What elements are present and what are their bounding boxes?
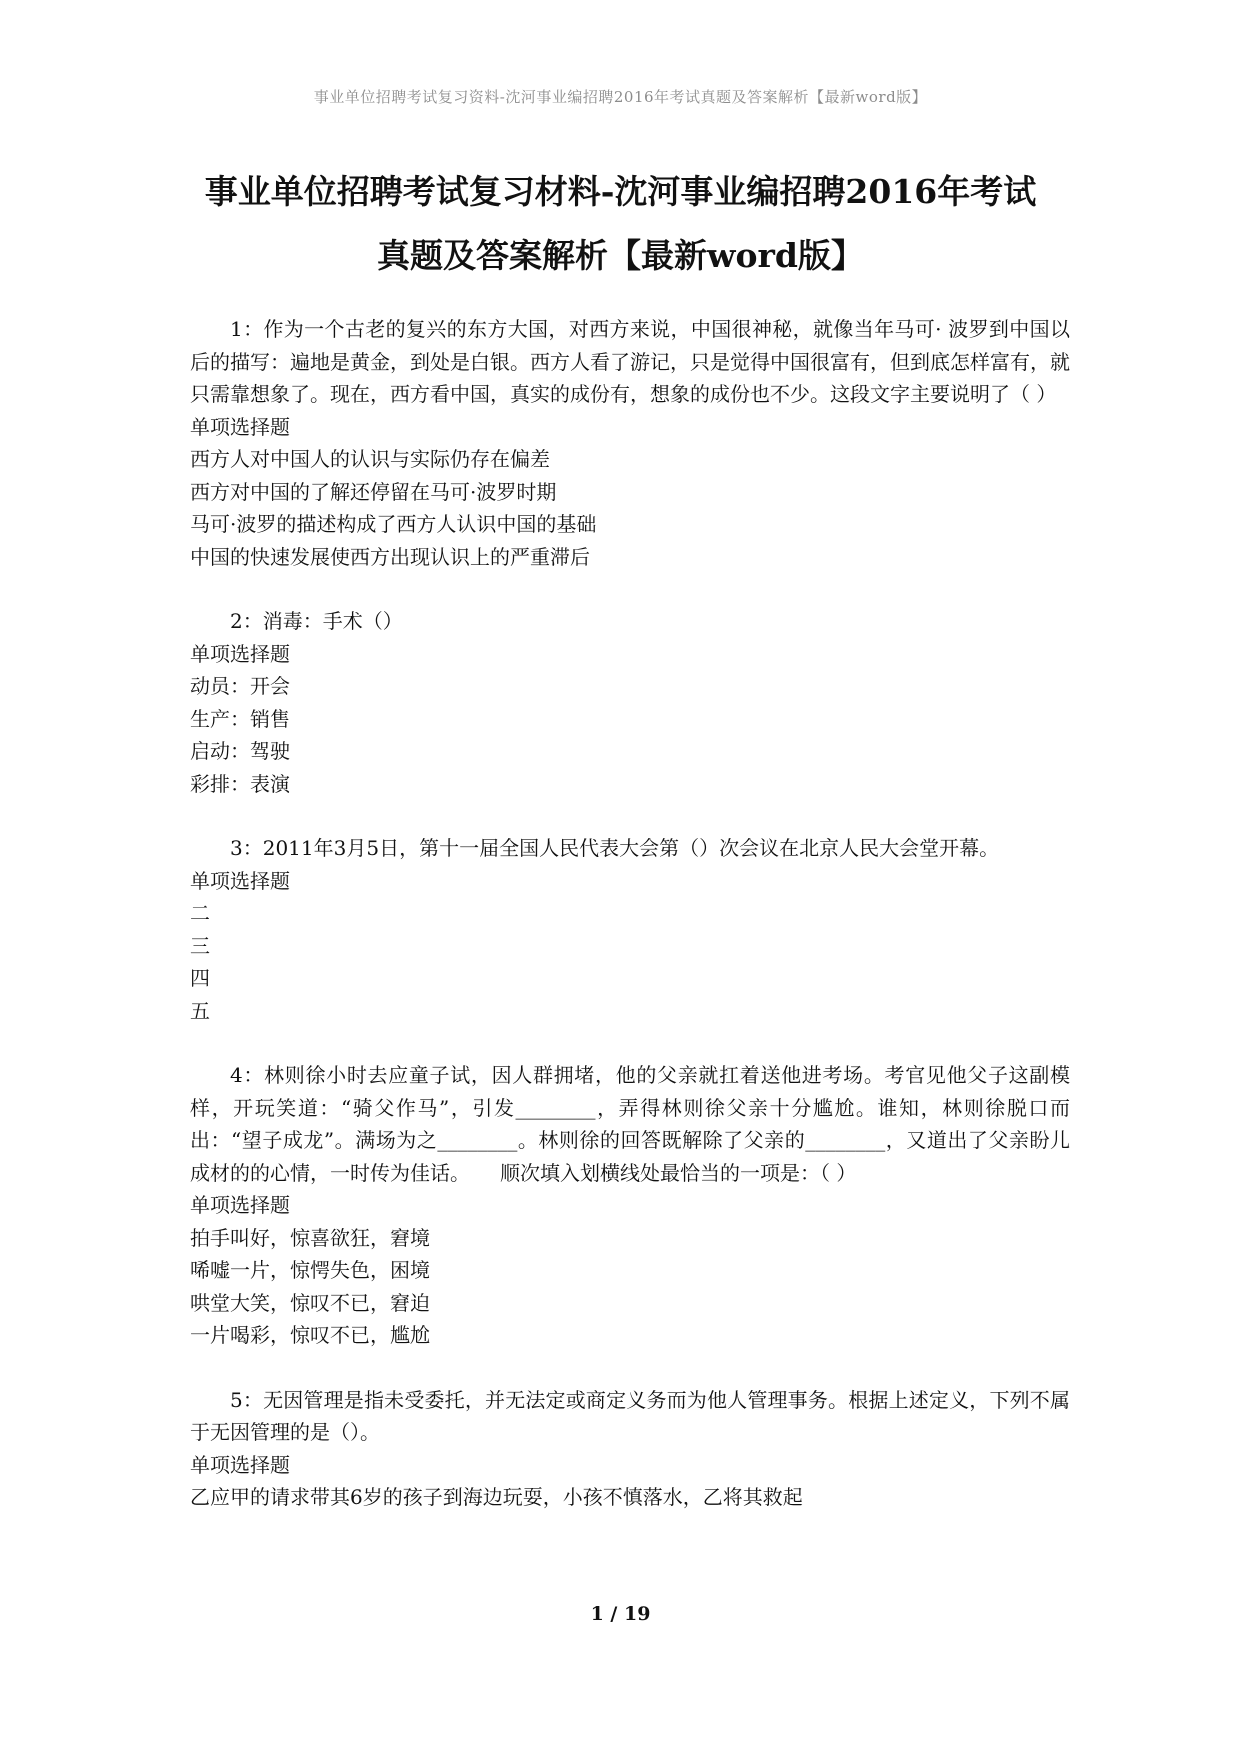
question-3 [190,832,1070,1027]
question-stem: 3：2011年3月5日，第十一届全国人民代表大会第（）次会议在北京人民大会堂开幕。 [230,836,1000,860]
answer-option: 三 [190,933,210,958]
question-type: 单项选择题 [190,1452,290,1477]
question-stem: 1：作为一个古老的复兴的东方大国，对西方来说，中国很神秘，就像当年马可· 波罗到中国以后的描写：遍地是黄金，到处是白银。西方人看了游记，只是觉得中国很富有，但到底怎样富有，就只需靠想象了。现在，西方看中国，真实的成份有，想象的成份也不少。这段文字主要说明了（ ） [190,317,1070,406]
answer-option: 动员：开会 [190,674,290,698]
answer-option: 启动：驾驶 [190,739,290,763]
question-type: 单项选择题 [190,1193,290,1217]
question-stem: 2：消毒：手术（） [230,609,403,633]
answer-option: 生产：销售 [190,706,290,731]
answer-option: 四 [190,966,210,990]
running-header: 事业单位招聘考试复习资料-沈河事业编招聘2016年考试真题及答案解析【最新word版】 [313,88,928,106]
question-1 [190,313,1070,573]
question-type: 单项选择题 [190,641,290,666]
question-type: 单项选择题 [190,414,290,439]
answer-option: 西方对中国的了解还停留在马可·波罗时期 [190,479,557,504]
question-stem: 5：无因管理是指未受委托，并无法定或商定义务而为他人管理事务。根据上述定义，下列不属于无因管理的是（）。 [190,1387,1070,1444]
question-stem: 4：林则徐小时去应童子试，因人群拥堵，他的父亲就扛着送他进考场。考官见他父子这副模样，开玩笑道：“骑父作马”，引发________，弄得林则徐父亲十分尴尬。谁知，林则徐脱口而出：“望子成龙”。满场为之________。林则徐的回答既解除了父亲的________，又道出了父亲盼儿成材的的心情，一时传为佳话。 顺次填入划横线处最恰当的一项是：（ ） [190,1063,1070,1185]
answer-option: 拍手叫好，惊喜欲狂，窘境 [190,1225,430,1250]
page-number: 1 / 19 [590,1603,651,1625]
answer-option: 哄堂大笑，惊叹不已，窘迫 [190,1290,430,1315]
answer-option: 马可·波罗的描述构成了西方人认识中国的基础 [190,512,597,536]
document-title-line-2: 真题及答案解析【最新word版】 [377,236,864,275]
answer-option: 一片喝彩，惊叹不已，尴尬 [190,1323,430,1347]
answer-option: 中国的快速发展使西方出现认识上的严重滞后 [190,544,590,569]
answer-option: 唏嘘一片，惊愕失色，困境 [190,1258,430,1282]
answer-option: 二 [190,901,210,925]
document-title [150,160,1091,288]
answer-option: 乙应甲的请求带其6岁的孩子到海边玩耍，小孩不慎落水，乙将其救起 [190,1485,803,1509]
answer-option: 彩排：表演 [190,771,290,796]
question-5 [190,1384,1070,1514]
question-4 [190,1059,1070,1352]
answer-option: 西方人对中国人的认识与实际仍存在偏差 [190,447,550,471]
question-list [190,313,1070,1546]
document-title-line-1: 事业单位招聘考试复习材料-沈河事业编招聘2016年考试 [204,172,1037,211]
question-2 [190,605,1070,800]
question-type: 单项选择题 [190,868,290,893]
answer-option: 五 [190,998,210,1023]
